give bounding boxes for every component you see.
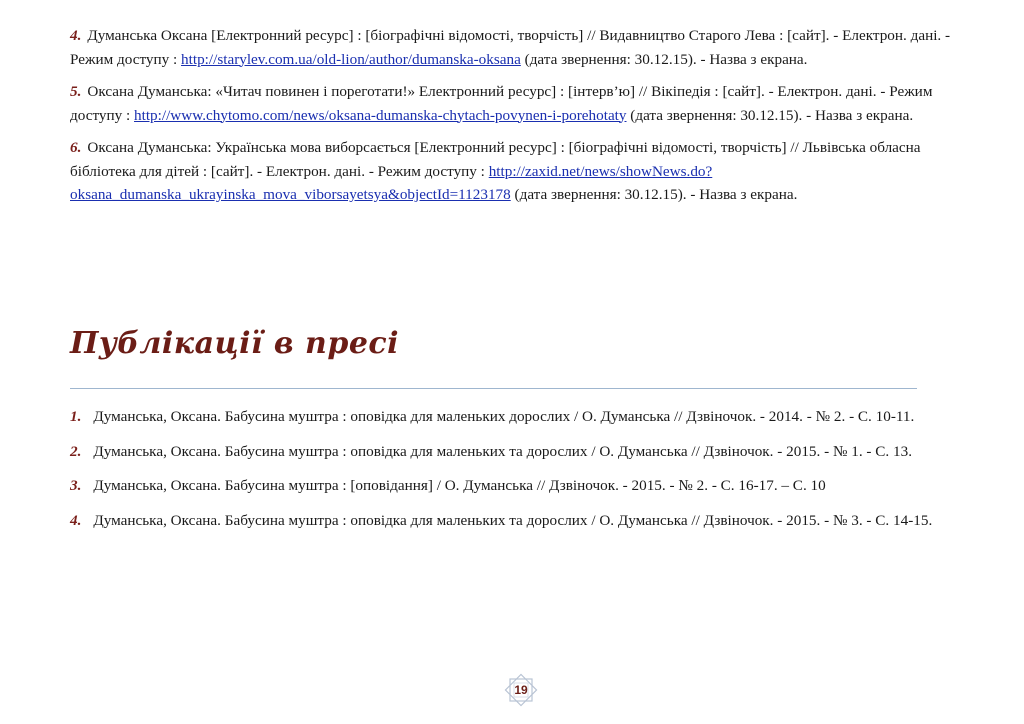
source-entry-5: [70, 80, 970, 127]
entry-text-tail: (дата звернення: 30.12.15). - Назва з екрана.: [626, 106, 914, 124]
entry-number: 4.: [70, 27, 82, 44]
entry-number: 1.: [70, 408, 82, 425]
entry-text: Оксана Думанська: «Читач повинен і пореготати!» Електронний ресурс] : [інтерв’ю] // Вікіпедія : [сайт]. - Електрон. дані. - Режим доступу :: [70, 83, 933, 124]
source-entry-6: [70, 136, 970, 207]
section-title: Публікації в пресі: [70, 326, 400, 361]
source-link[interactable]: http://www.chytomo.com/news/oksana-dumanska-chytach-povynen-i-porehotaty: [134, 106, 627, 124]
press-entry-3: [70, 474, 970, 498]
entry-number: 3.: [70, 477, 82, 494]
entry-text: Думанська, Оксана. Бабусина муштра : оповідка для маленьких дорослих / О. Думанська // Дзвіночок. - 2014. - № 2. - С. 10-11.: [93, 408, 915, 425]
source-link[interactable]: http://zaxid.net/news/showNews.do?oksana_dumanska_ukrayinska_mova_viborsayetsya&objectId=1123178: [70, 162, 713, 203]
entry-text: Думанська, Оксана. Бабусина муштра : оповідка для маленьких та дорослих / О. Думанська // Дзвіночок. - 2015. - № 1. - С. 13.: [93, 442, 912, 460]
entry-number: 4.: [70, 511, 82, 529]
page-number-badge: [503, 672, 539, 708]
source-entry-4: [70, 24, 970, 71]
entry-number: 5.: [70, 83, 82, 100]
online-sources-list: [70, 24, 970, 216]
entry-text: Думанська Оксана [Електронний ресурс] : [біографічні відомості, творчість] // Видавництво Старого Лева : [сайт]. - Електрон. дані. - Режим доступу :: [70, 27, 951, 68]
entry-text: Оксана Думанська: Українська мова виборсається [Електронний ресурс] : [біографічні відомості, творчість] // Львівська обласна бібліотека для дітей : [сайт]. - Електрон. дані. - Режим доступу :: [70, 139, 921, 180]
section-divider: [70, 388, 917, 389]
entry-text-tail: (дата звернення: 30.12.15). - Назва з екрана.: [510, 186, 798, 203]
entry-text-tail: (дата звернення: 30.12.15). - Назва з екрана.: [520, 50, 808, 68]
entry-text: Думанська, Оксана. Бабусина муштра : оповідка для маленьких та дорослих / О. Думанська // Дзвіночок. - 2015. - № 3. - С. 14-15.: [93, 511, 933, 529]
entry-number: 6.: [70, 139, 82, 156]
source-link[interactable]: http://starylev.com.ua/old-lion/author/dumanska-oksana: [181, 50, 521, 68]
page-number: 19: [514, 683, 528, 697]
press-entry-1: [70, 405, 970, 429]
entry-number: 2.: [70, 442, 82, 460]
press-publications-list: [70, 405, 970, 543]
entry-text: Думанська, Оксана. Бабусина муштра : [оповідання] / О. Думанська // Дзвіночок. - 2015. - № 2. - С. 16-17. – С. 10: [93, 477, 826, 494]
press-entry-4: [70, 509, 970, 533]
press-entry-2: [70, 440, 970, 464]
